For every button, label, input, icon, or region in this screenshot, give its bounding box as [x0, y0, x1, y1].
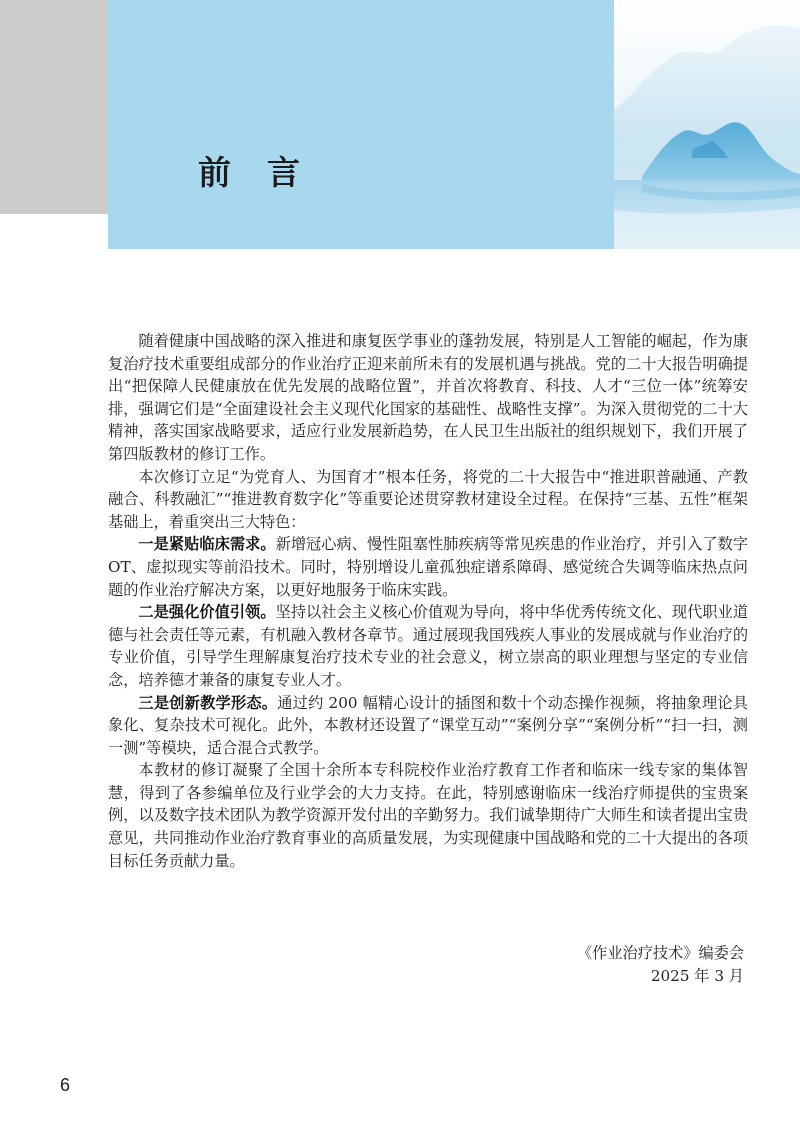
paragraph-text: 坚持以社会主义核心价值观为导向，将中华优秀传统文化、现代职业道德与社会责任等元素，有机融入教材各章节。通过展现我国残疾人事业的发展成就与作业治疗的专业价值，引导学生理解康复治疗技术专业的社会意义，树立崇高的职业理想与坚定的专业信念，培养德才兼备的康复专业人才。 [108, 603, 749, 689]
paragraph [108, 330, 748, 466]
paragraph-text: 随着健康中国战略的深入推进和康复医学事业的蓬勃发展，特别是人工智能的崛起，作为康复治疗技术重要组成部分的作业治疗正迎来前所未有的发展机遇与挑战。党的二十大报告明确提出“把保障人民健康放在优先发展的战略位置”，并首次将教育、科技、人才“三位一体”统筹安排，强调它们是“全面建设社会主义现代化国家的基础性、战略性支撑”。为深入贯彻党的二十大精神，落实国家战略要求，适应行业发展新趋势，在人民卫生出版社的组织规划下，我们开展了第四版教材的修订工作。 [108, 332, 748, 463]
page-number: 6 [60, 1075, 71, 1095]
page-title: 前言 [198, 153, 336, 192]
paragraph [108, 692, 748, 760]
paragraph [108, 759, 748, 872]
paragraph-text: 本教材的修订凝聚了全国十余所本专科院校作业治疗教育工作者和临床一线专家的集体智慧，得到了各参编单位及行业学会的大力支持。在此，特别感谢临床一线治疗师提供的宝贵案例，以及数字技术团队为教学资源开发付出的辛勤努力。我们诚挚期待广大师生和读者提出宝贵意见，共同推动作业治疗教育事业的高质量发展，为实现健康中国战略和党的二十大提出的各项目标任务贡献力量。 [108, 761, 748, 870]
paragraph [108, 533, 748, 601]
paragraph-lead: 二是强化价值引领。 [138, 603, 276, 622]
signature-block [577, 942, 744, 988]
ink-landscape-illustration [614, 0, 800, 249]
header-band [108, 0, 614, 249]
preface-body [108, 330, 748, 872]
signature-date: 2025 年 3 月 [650, 967, 744, 985]
paragraph-lead: 一是紧贴临床需求。 [138, 535, 276, 554]
paragraph-text: 新增冠心病、慢性阻塞性肺疾病等常见疾患的作业治疗，并引入了数字OT、虚拟现实等前沿技术。同时，特别增设儿童孤独症谱系障碍、感觉统合失调等临床热点问题的作业治疗解决方案，以更好地服务于临床实践。 [108, 535, 749, 599]
paragraph [108, 466, 748, 534]
paragraph-text: 本次修订立足“为党育人、为国育才”根本任务，将党的二十大报告中“推进职普融通、产教融合、科教融汇”“推进教育数字化”等重要论述贯穿教材建设全过程。在保持“三基、五性”框架基础上，着重突出三大特色： [108, 467, 748, 531]
paragraph [108, 601, 748, 691]
paragraph-lead: 三是创新教学形态。 [138, 693, 278, 712]
paragraph-text: 通过约 200 幅精心设计的插图和数十个动态操作视频，将抽象理论具象化、复杂技术可视化。此外，本教材还设置了“课堂互动”“案例分享”“案例分析”“扫一扫，测一测”等模块，适合混合式教学。 [108, 693, 748, 757]
landscape-art [614, 0, 800, 249]
signature-org: 《作业治疗技术》编委会 [576, 944, 744, 962]
gray-corner-block [0, 0, 108, 214]
